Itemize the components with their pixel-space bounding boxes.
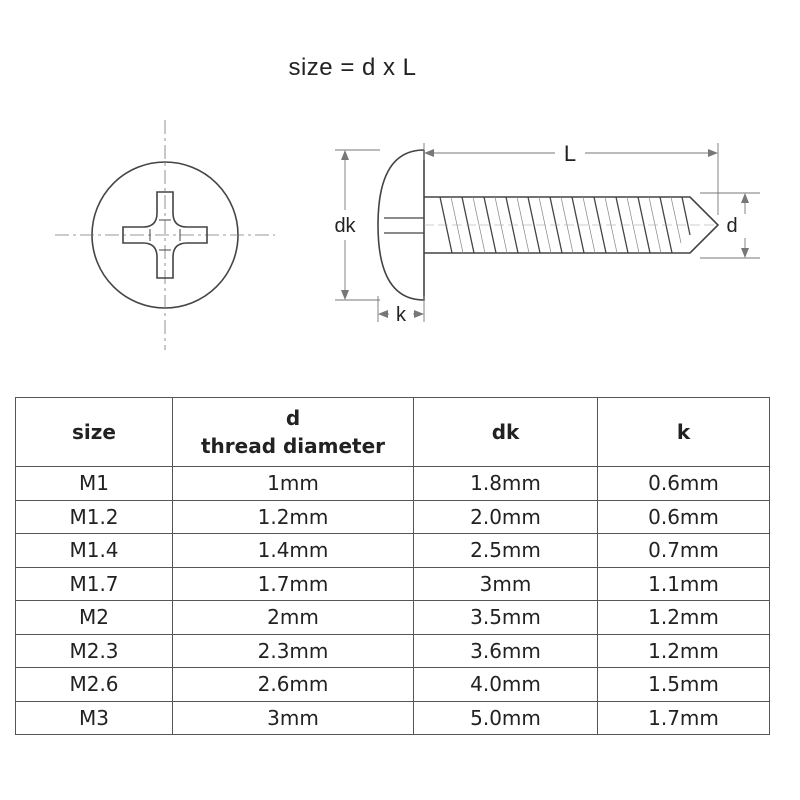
- header-d: [173, 398, 414, 467]
- dim-label-dk: dk: [334, 215, 356, 237]
- cell-d: 2mm: [173, 601, 414, 635]
- cell-k: 0.6mm: [598, 467, 770, 501]
- table-row: [16, 634, 770, 668]
- cell-d: 2.6mm: [173, 668, 414, 702]
- cell-size: M1.7: [16, 567, 173, 601]
- cell-dk: 5.0mm: [414, 701, 598, 735]
- cell-size: M2.6: [16, 668, 173, 702]
- cell-k: 1.1mm: [598, 567, 770, 601]
- cell-size: M1.4: [16, 534, 173, 568]
- table-row: [16, 567, 770, 601]
- dim-label-k: k: [396, 304, 406, 326]
- cell-k: 1.2mm: [598, 601, 770, 635]
- header-d-caption: thread diameter: [200, 434, 386, 458]
- cell-size: M3: [16, 701, 173, 735]
- cell-dk: 3.5mm: [414, 601, 598, 635]
- pan-head-tapping-screw-side-view-icon: [378, 150, 718, 300]
- cell-k: 1.5mm: [598, 668, 770, 702]
- cell-size: M1.2: [16, 500, 173, 534]
- header-size: size: [16, 398, 173, 467]
- header-dk: dk: [414, 398, 598, 467]
- cell-size: M2.3: [16, 634, 173, 668]
- cell-dk: 3mm: [414, 567, 598, 601]
- table-row: [16, 467, 770, 501]
- cell-d: 3mm: [173, 701, 414, 735]
- screw-size-table: [15, 397, 770, 735]
- table-row: [16, 500, 770, 534]
- dim-label-d: d: [726, 215, 738, 237]
- cell-dk: 4.0mm: [414, 668, 598, 702]
- table-header-row: [16, 398, 770, 467]
- cell-k: 0.6mm: [598, 500, 770, 534]
- cell-k: 1.7mm: [598, 701, 770, 735]
- cell-d: 2.3mm: [173, 634, 414, 668]
- cell-k: 0.7mm: [598, 534, 770, 568]
- cell-d: 1.2mm: [173, 500, 414, 534]
- header-d-symbol: d: [285, 406, 301, 430]
- screw-dimension-drawing: [0, 0, 800, 390]
- table-row: [16, 601, 770, 635]
- table-row: [16, 668, 770, 702]
- table-row: [16, 701, 770, 735]
- header-k: k: [598, 398, 770, 467]
- phillips-head-top-view-icon: [55, 120, 275, 350]
- cell-dk: 2.0mm: [414, 500, 598, 534]
- cell-dk: 2.5mm: [414, 534, 598, 568]
- cell-size: M2: [16, 601, 173, 635]
- cell-dk: 3.6mm: [414, 634, 598, 668]
- cell-dk: 1.8mm: [414, 467, 598, 501]
- table-row: [16, 534, 770, 568]
- cell-d: 1.7mm: [173, 567, 414, 601]
- cell-k: 1.2mm: [598, 634, 770, 668]
- size-formula: size = d x L: [288, 54, 417, 81]
- cell-size: M1: [16, 467, 173, 501]
- cell-d: 1.4mm: [173, 534, 414, 568]
- dim-label-L: L: [563, 141, 577, 166]
- cell-d: 1mm: [173, 467, 414, 501]
